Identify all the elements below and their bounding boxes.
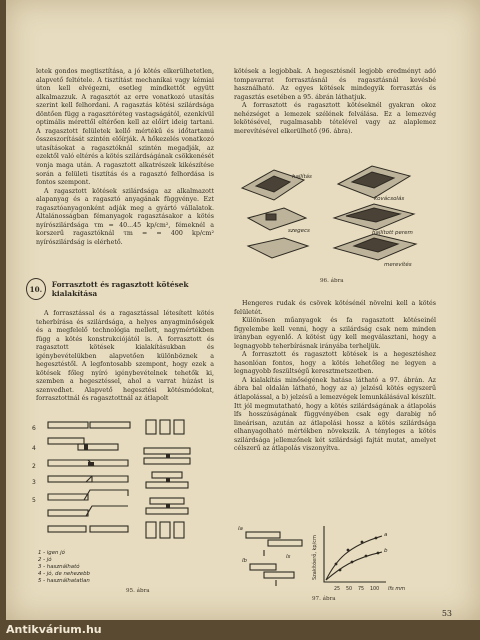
page-number: 53 [441,609,452,618]
fig97-tick: 75 [358,587,365,592]
right-column-text-2 [234,300,436,454]
fig97-tick: 50 [346,587,353,592]
paragraph: letek gondos megtisztítása, a jó kötés elkerülhetetlen, alapvető feltétele. A tisztítást mechanikai vagy kémiai úton kell elvégezni, esetleg mindkettőt együtt alkalmazzuk. A ragasztót az erre vonatkozó utasítás szerint kell felhordani. A ragasztás kötési szilárdsága döntően függ a ragasztóréteg vastagságától, ezenkívül optimális mérettől eltérően kell az előírt ideig tartani. A ragasztott felületek kellő mértékű és időtartamú összeszorítását szintén előírják. A hőkezelés vonatkozó utasításokat a ragasztóknál szintén megadják, az ezektől való eltérés a kötés szilárdságának csökkenését vonja maga után. A ragasztott alkatrészek kikészítése során a felületi tisztítás és a ragasztó felhordása is fontos szempont. [36,68,214,187]
fig97-label: b [384,548,388,554]
paragraph: A forrasztással és a ragasztással létesített kötés teherbírása és szilárdsága, a helyes anyagminőségek és a megfelelő technológia mellett, nagymértékben függ a kötés konstrukciójától is. A forrasztott és ragasztott kötések kialakításukban és igénybevételükben alapvetően különböznek a hegesztéstől. A legfontosabb szempont, hogy ezek a kötések főleg nyíró igénybevételnek tehetők ki, szemben a hegesztéssel, ahol a varrat húzást is szenvedhet. Alapvető hegesztési kötésmódokat, forrasztottnál és ragasztottnál az átlapolt [36,310,214,403]
section-title: Forrasztott és ragasztott kötések kialakítása [51,280,189,298]
label-hajlitott-perem: hajlított perem [372,230,413,236]
paragraph: A kialakítás minőségének hatása látható a 97. ábrán. Az ábra bal oldalán látható, hogy az a) jelzésű kötés egyszerű átlapolással, a b) jelzésű a lemezvégek lemunkálásával készült. Itt jól megmutatható, hogy a kötés szilárdságának a átlapolás lfs hosszúságának függvényében csak egy darabig nő lineárisan, azután az átlapolási hossz a kötés szilárdsága elhanyagolható mértékben növekszik. A tényleges a kötés szilárdsága jellemzőnek két szilárdsági fajtát mutat, amelyet célszerű az átlapolás viszonyítva. [234,376,436,453]
fig97-tick: 25 [334,587,341,592]
fig97-ylabel: Szakítóerő, kp/cm [312,535,318,580]
fig97-label: a [384,532,388,538]
book-page [6,0,480,620]
figure-95-drawing [28,418,218,588]
fig97-xlabel: lfs mm [388,586,406,592]
left-column-text-2 [36,310,214,404]
fig97-label: lb [242,558,248,564]
row-number: 4 [32,445,36,452]
right-column-text [234,68,436,136]
section-heading [26,274,216,304]
legend-item: 2 - jó [38,557,52,563]
legend-item: 4 - jó, de nehezebb [38,571,90,577]
row-number: 6 [32,425,36,432]
legend-item: 3 - használható [38,564,80,570]
label-hajlitas: hajlítás [292,174,312,180]
label-kovacsolas: kovácsolás [374,196,405,202]
paragraph: kötések a legjobbak. A hegesztésnél legjobb eredményt adó tompavarrat forrasztásnál és ragasztásnál kevésbé használható. Az egyes kötések mindegyik forrasztás és ragasztás esetében a 95. ábrán láthatjuk. [234,68,436,101]
paragraph: Különösen műanyagok és fa ragasztott kötéseinél figyelembe kell venni, hogy a szilárdság csak nem minden irányban egyenlő. A kötést úgy kell megválasztani, hogy a legnagyobb teherbírásnak irányába terheljük. [234,317,436,350]
legend-item: 1 - igen jó [38,550,65,556]
figure-96-drawing [234,158,434,273]
paragraph: A forrasztott és ragasztott kötéseknél gyakran okoz nehézséget a lemezek szélének felválása. Ez a lemezvég lekötésével, rugalmasabb tételével vagy az alaplemez merevítésével elkerülhető (96. ábra). [234,102,436,135]
fig97-label: ls [286,554,291,560]
left-column-text [36,68,214,247]
row-number: 5 [32,497,36,504]
figure-96-caption: 96. ábra [320,278,344,284]
section-number: 10. [26,278,46,300]
figure-97-drawing [236,520,416,600]
label-szegecs: szegecs [288,228,310,234]
legend-item: 5 - használhatatlan [38,578,90,584]
paragraph: A ragasztott kötések szilárdsága az alkalmazott alapanyag és a ragasztó anyagának függvénye. Ezt ragasztóanyagonként adják meg a gyártó vállalatok. Általánosságban fémanyagok ragasztásakor a kötés nyírószilárdsága τm = 40...45 kp/cm², fémeknél a korszerű ragasztóknál τm = = 400 kp/cm² nyírószilárdság is elérhető. [36,187,214,246]
paragraph: A forrasztott és ragasztott kötések is a hegesztéshez hasonlóan fontos, hogy a kötés lehetőleg ne legyen a legnagyobb feszültségű keresztmetszetben. [234,351,436,376]
row-number: 3 [32,479,36,486]
figure-95-caption: 95. ábra [126,588,150,594]
fig97-label: la [238,526,243,532]
watermark-text: Antikvárium.hu [0,620,480,640]
figure-97-caption: 97. ábra [312,596,336,602]
label-merevites: merevítés [384,262,412,268]
row-number: 2 [32,463,36,470]
paragraph: Hengeres rudak és csövek kötésénél növelni kell a kötés felületét. [234,300,436,316]
fig97-tick: 100 [370,587,380,592]
